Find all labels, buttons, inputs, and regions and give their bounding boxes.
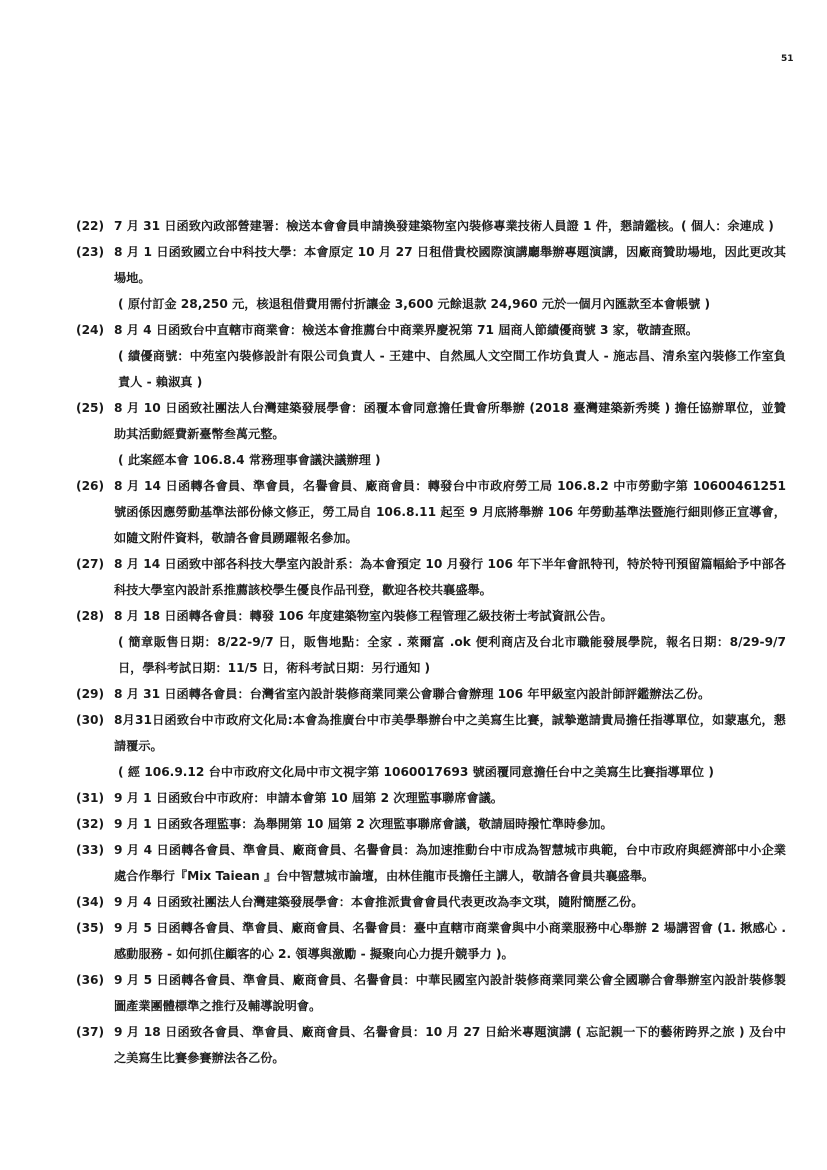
entry-text: 9 月 1 日函致台中市政府：申請本會第 10 屆第 2 次理監事聯席會議。	[114, 791, 503, 805]
entry-number: (29)	[76, 687, 105, 701]
entry-number: (31)	[76, 791, 105, 805]
entry-number: (25)	[76, 401, 105, 415]
entry-text: 8 月 18 日函轉各會員：轉發 106 年度建築物室內裝修工程管理乙級技術士考試資訊公告。	[114, 609, 613, 623]
document-entries	[76, 213, 786, 1071]
entry-note	[76, 343, 786, 395]
entry-text: 8 月 4 日函致台中直轄市商業會：檢送本會推薦台中商業界慶祝第 71 屆商人節績優商號 3 家，敬請查照。	[114, 323, 698, 337]
entry-item	[76, 785, 786, 811]
entry-item	[76, 239, 786, 291]
entry-text: 8 月 1 日函致國立台中科技大學：本會原定 10 月 27 日租借貴校國際演講廳舉辦專題演講，因廠商贊助場地，因此更改其場地。	[114, 245, 786, 285]
entry-item	[76, 603, 786, 629]
entry-item	[76, 707, 786, 759]
entry-item	[76, 551, 786, 603]
entry-text: 8 月 14 日函致中部各科技大學室內設計系：為本會預定 10 月發行 106 年下半年會訊特刊，特於特刊預留篇幅給予中部各科技大學室內設計系推薦該校學生優良作品刊登，歡迎各校共襄盛舉。	[114, 557, 786, 597]
entry-number: (23)	[76, 245, 105, 259]
entry-item	[76, 889, 786, 915]
entry-item	[76, 967, 786, 1019]
entry-note	[76, 291, 786, 317]
entry-number: (28)	[76, 609, 105, 623]
entry-text: 9 月 5 日函轉各會員、準會員、廠商會員、名譽會員：臺中直轄市商業會與中小商業服務中心舉辦 2 場講習會 (1. 揪感心 . 感動服務 - 如何抓住顧客的心 2. 領導與激勵 - 擬聚向心力提升競爭力 )。	[114, 921, 786, 961]
entry-text: 9 月 4 日函轉各會員、準會員、廠商會員、名譽會員：為加速推動台中市成為智慧城市典範，台中市政府與經濟部中小企業處合作舉行『Mix Taiean 』台中智慧城市論壇，由林佳龍市長擔任主講人，敬請各會員共襄盛舉。	[114, 843, 786, 883]
entry-number: (35)	[76, 921, 105, 935]
page-number: 51	[781, 54, 794, 64]
entry-note	[76, 447, 786, 473]
entry-number: (26)	[76, 479, 105, 493]
entry-item	[76, 1019, 786, 1071]
entry-text: 9 月 1 日函致各理監事：為舉開第 10 屆第 2 次理監事聯席會議，敬請屆時撥忙準時參加。	[114, 817, 613, 831]
entry-item	[76, 811, 786, 837]
entry-item	[76, 681, 786, 707]
entry-note-text: ( 經 106.9.12 台中市政府文化局中市文視字第 1060017693 號函覆同意擔任台中之美寫生比賽指導單位 )	[118, 765, 714, 779]
entry-item	[76, 837, 786, 889]
entry-note	[76, 759, 786, 785]
entry-number: (32)	[76, 817, 105, 831]
entry-note-text: ( 此案經本會 106.8.4 常務理事會議決議辦理 )	[118, 453, 381, 467]
entry-note-text: ( 績優商號：中苑室內裝修設計有限公司負責人 - 王建中、自然風人文空間工作坊負責人 - 施志昌、清糸室內裝修工作室負責人 - 賴淑真 )	[118, 349, 786, 389]
entry-text: 9 月 5 日函轉各會員、準會員、廠商會員、名譽會員：中華民國室內設計裝修商業同業公會全國聯合會舉辦室內設計裝修製圖產業團體標準之推行及輔導說明會。	[114, 973, 786, 1013]
entry-item	[76, 473, 786, 551]
entry-note-text: ( 原付訂金 28,250 元，核退租借費用需付折讓金 3,600 元餘退款 24,960 元於一個月內匯款至本會帳號 )	[118, 297, 711, 311]
entry-number: (37)	[76, 1025, 105, 1039]
entry-number: (33)	[76, 843, 105, 857]
entry-number: (27)	[76, 557, 105, 571]
entry-note-text: ( 簡章販售日期：8/22-9/7 日，販售地點：全家 . 萊爾富 .ok 便利商店及台北市職能發展學院，報名日期：8/29-9/7 日，學科考試日期：11/5 日，術科考試日期：另行通知 )	[118, 635, 786, 675]
entry-number: (24)	[76, 323, 105, 337]
entry-item	[76, 395, 786, 447]
entry-number: (36)	[76, 973, 105, 987]
entry-text: 7 月 31 日函致內政部營建署：檢送本會會員申請換發建築物室內裝修專業技術人員證 1 件，懇請鑑核。( 個人：余連成 )	[114, 219, 774, 233]
entry-number: (34)	[76, 895, 105, 909]
entry-text: 8 月 31 日函轉各會員：台灣省室內設計裝修商業同業公會聯合會辦理 106 年甲級室內設計師評鑑辦法乙份。	[114, 687, 711, 701]
entry-item	[76, 317, 786, 343]
entry-item	[76, 915, 786, 967]
entry-text: 8 月 10 日函致社團法人台灣建築發展學會：函覆本會同意擔任貴會所舉辦 (2018 臺灣建築新秀獎 ) 擔任協辦單位，並贊助其活動經費新臺幣叁萬元整。	[114, 401, 786, 441]
entry-text: 8 月 14 日函轉各會員、準會員，名譽會員、廠商會員：轉發台中市政府勞工局 106.8.2 中市勞動字第 10600461251 號函係因應勞動基準法部份條文修正，勞工局自 106.8.11 起至 9 月底將舉辦 106 年勞動基準法暨施行細則修正宣導會，如隨文附件資料，敬請各會員踴躍報名參加。	[114, 479, 786, 545]
entry-note	[76, 629, 786, 681]
entry-number: (30)	[76, 713, 105, 727]
entry-number: (22)	[76, 219, 105, 233]
entry-item	[76, 213, 786, 239]
entry-text: 8月31日函致台中市政府文化局:本會為推廣台中市美學舉辦台中之美寫生比賽，誠摯邀請貴局擔任指導單位，如蒙惠允，懇請覆示。	[114, 713, 786, 753]
entry-text: 9 月 4 日函致社團法人台灣建築發展學會：本會推派貴會會員代表更改為李文琪，隨附簡歷乙份。	[114, 895, 644, 909]
entry-text: 9 月 18 日函致各會員、準會員、廠商會員、名譽會員：10 月 27 日給米專題演講 ( 忘記親一下的藝術跨界之旅 ) 及台中之美寫生比賽參賽辦法各乙份。	[114, 1025, 786, 1065]
